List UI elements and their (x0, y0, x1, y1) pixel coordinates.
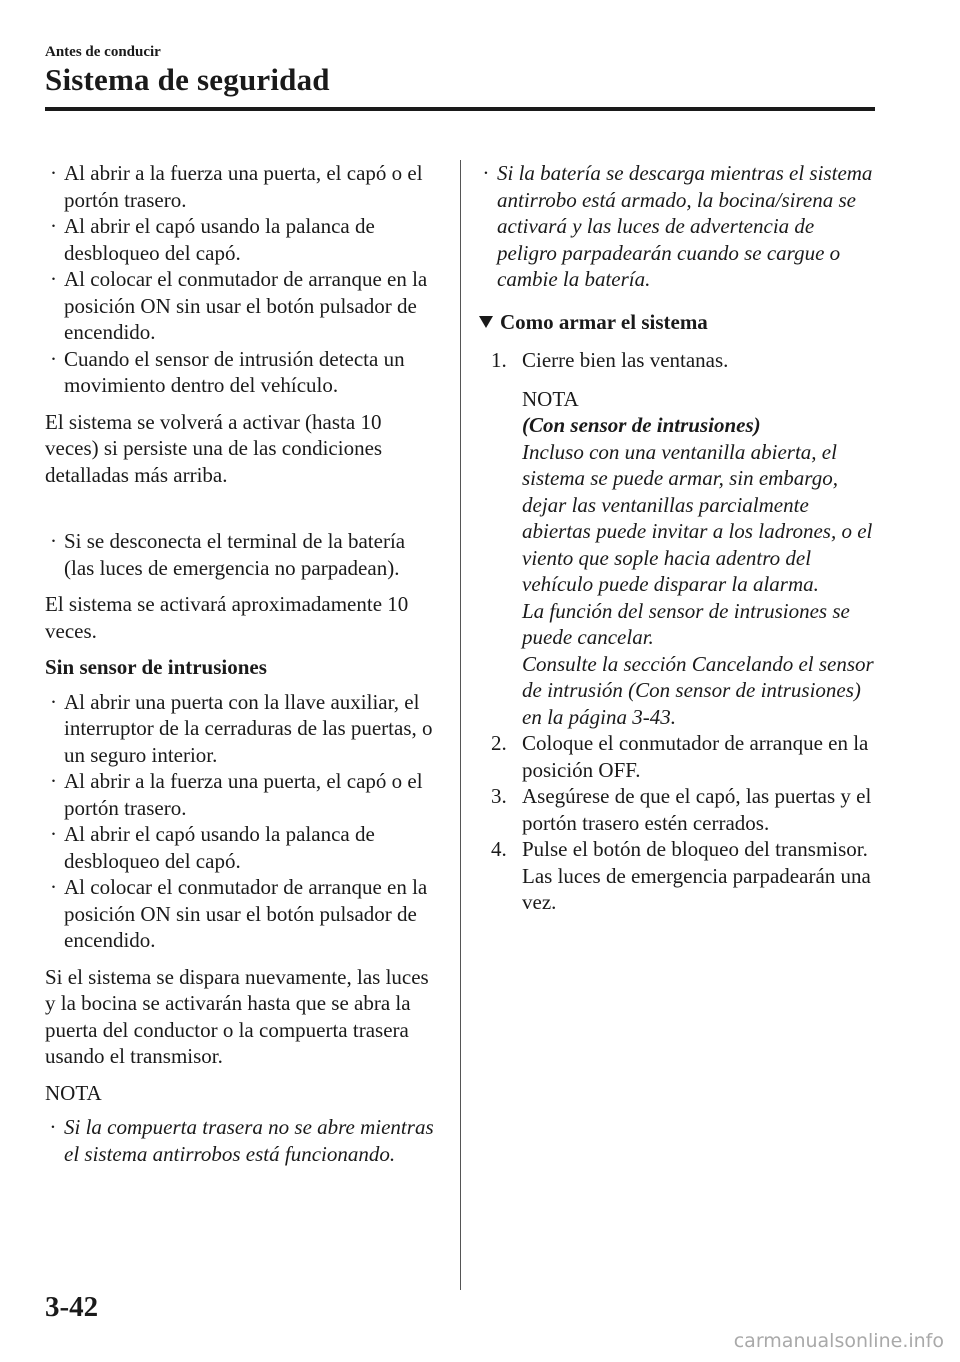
heading-without-sensor: Sin sensor de intrusiones (45, 655, 267, 679)
list-item: · Al abrir el capó usando la palanca de desbloqueo del capó. (50, 822, 375, 873)
step-text: Pulse el botón de bloqueo del transmisor. (522, 837, 868, 861)
note-paragraph: Consulte la sección Cancelando el sensor de intrusión (Con sensor de intrusiones) en la página 3-43. (522, 651, 874, 729)
list-item: · Si se desconecta el terminal de la batería (las luces de emergencia no parpadean). (50, 529, 406, 580)
list-item: · Si la compuerta trasera no se abre mientras el sistema antirrobos está funcionando. (50, 1115, 434, 1166)
list-item: · Al colocar el conmutador de arranque en la posición ON sin usar el botón pulsador de encendido. (50, 267, 428, 344)
note-subtitle: (Con sensor de intrusiones) (522, 413, 761, 437)
paragraph-reactivation: El sistema se volverá a activar (hasta 10 veces) si persiste una de las condiciones detalladas más arriba. (45, 409, 383, 487)
step-item (478, 347, 878, 730)
step-number: 2. (491, 731, 507, 755)
list-item: · Al abrir una puerta con la llave auxiliar, el interruptor de la cerraduras de las puertas, o un seguro interior. (50, 689, 433, 767)
bullet-icon: · (50, 161, 57, 185)
paragraph-retrigger: Si el sistema se dispara nuevamente, las luces y la bocina se activarán hasta que se abra la puerta del conductor o la compuerta trasera usando el transmisor. (45, 964, 429, 1068)
step-note (522, 386, 878, 731)
bullet-icon: · (483, 161, 489, 185)
section-heading-arm-system: Como armar el sistema (478, 309, 878, 336)
bullet-icon: · (50, 267, 57, 291)
trigger-list-2 (45, 528, 440, 581)
paragraph-activation-count: El sistema se activará aproximadamente 10 veces. (45, 592, 409, 643)
step-number: 4. (491, 837, 507, 861)
right-column (478, 160, 878, 916)
step-number: 1. (491, 348, 507, 372)
note-paragraph: La función del sensor de intrusiones se puede cancelar. (522, 598, 850, 649)
note-list-left (45, 1114, 440, 1167)
page-title: Sistema de seguridad (45, 62, 330, 97)
step-item (478, 730, 878, 783)
step-item (478, 836, 878, 916)
list-item: · Al abrir a la fuerza una puerta, el capó o el portón trasero. (50, 769, 423, 820)
step-number: 3. (491, 784, 507, 808)
trigger-list-3 (45, 689, 440, 954)
note-label: NOTA (45, 1080, 102, 1105)
bullet-icon: · (50, 529, 57, 553)
note-list-right (478, 160, 878, 293)
watermark: carmanualsonline.info (733, 1330, 944, 1352)
list-item: · Al abrir a la fuerza una puerta, el capó o el portón trasero. (50, 161, 423, 212)
list-item: · Si la batería se descarga mientras el sistema antirrobo está armado, la bocina/sirena se activará y las luces de advertencia de peligro parpadearán cuando se cargue o cambie la batería. (483, 161, 873, 291)
left-column (45, 160, 440, 1167)
step-extra: Las luces de emergencia parpadearán una vez. (522, 863, 871, 914)
bullet-icon: · (50, 769, 57, 793)
page-number: 3-42 (45, 1291, 99, 1323)
note-paragraph: Incluso con una ventanilla abierta, el sistema se puede armar, sin embargo, dejar las ventanillas parcialmente abiertas puede invitar a los ladrones, o el viento que sople hacia adentro del vehículo puede disparar la alarma. (522, 439, 873, 596)
header-rule (45, 107, 875, 111)
step-text: Asegúrese de que el capó, las puertas y el portón trasero estén cerrados. (522, 784, 872, 835)
step-text: Coloque el conmutador de arranque en la posición OFF. (522, 731, 869, 782)
triangle-down-icon (479, 316, 493, 328)
bullet-icon: · (50, 689, 57, 714)
list-item: · Al abrir el capó usando la palanca de desbloqueo del capó. (50, 214, 375, 265)
bullet-icon: · (50, 346, 57, 371)
bullet-icon: · (50, 875, 57, 899)
list-item: · Cuando el sensor de intrusión detecta un movimiento dentro del vehículo. (50, 346, 405, 397)
bullet-icon: · (50, 1115, 56, 1139)
trigger-list-1 (45, 160, 440, 399)
bullet-icon: · (50, 822, 57, 846)
bullet-icon: · (50, 214, 57, 238)
header-section-label: Antes de conducir (45, 44, 161, 60)
arming-steps (478, 347, 878, 916)
note-label: NOTA (522, 386, 579, 411)
step-item (478, 783, 878, 836)
column-divider (460, 160, 461, 1290)
list-item: · Al colocar el conmutador de arranque en la posición ON sin usar el botón pulsador de encendido. (50, 875, 428, 952)
step-text: Cierre bien las ventanas. (522, 348, 729, 372)
